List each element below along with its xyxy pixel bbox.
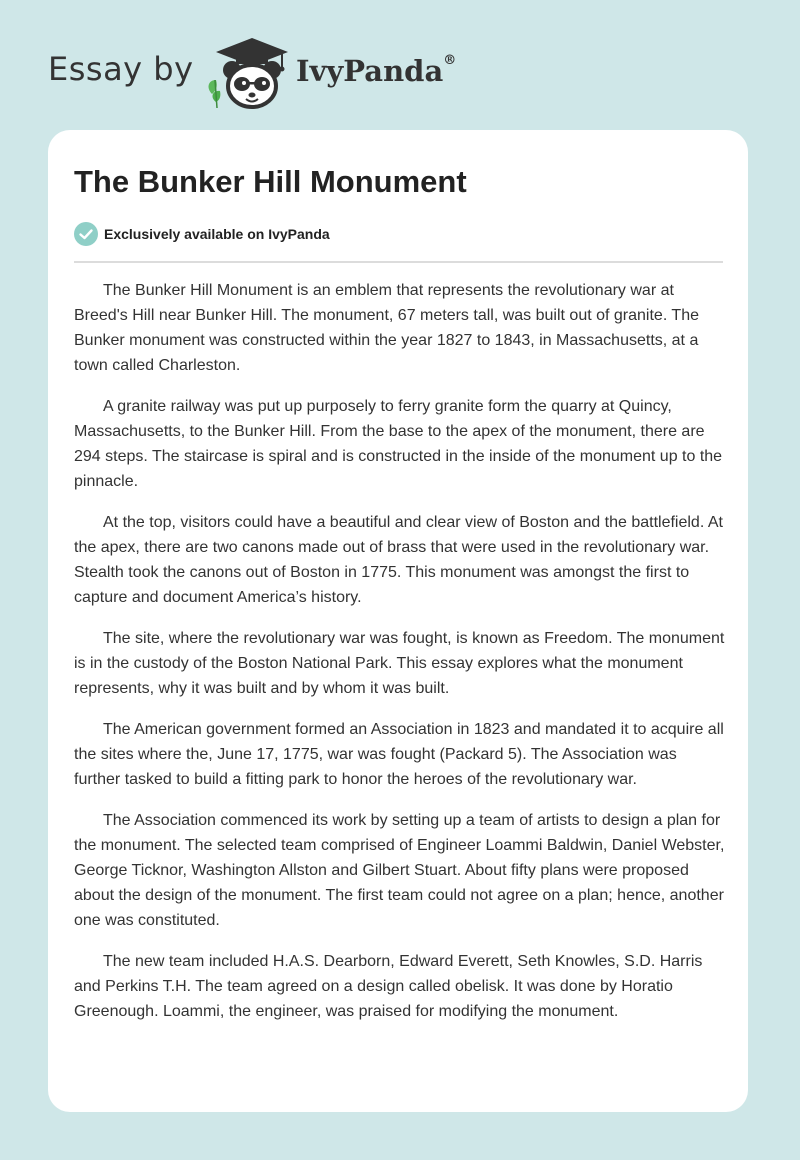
paragraph: The site, where the revolutionary war was fought, is known as Freedom. The monument is in the custody of the Boston National Park. This essay explores what the monument represents, why it was built and by whom it was built. — [74, 630, 725, 697]
registered-mark: ® — [443, 53, 457, 69]
site-header — [48, 30, 548, 110]
exclusive-badge — [74, 222, 330, 246]
brand-name-text: IvyPanda — [296, 54, 444, 88]
brand-prefix: Essay by — [48, 50, 194, 88]
brand-name[interactable] — [296, 54, 456, 88]
paragraph: The Association commenced its work by setting up a team of artists to design a plan for the monument. The selected team comprised of Engineer Loammi Baldwin, Daniel Webster, George Ticknor, Washington Allston and Gilbert Stuart. About fifty plans were proposed about the design of the monument. The first team could not agree on a plan; hence, another one was constituted. — [74, 812, 725, 929]
paragraph: A granite railway was put up purposely to ferry granite form the quarry at Quincy, Massachusetts, to the Bunker Hill. From the base to the apex of the monument, there are 294 steps. The staircase is spiral and is constructed in the inside of the monument up to the pinnacle. — [74, 398, 723, 490]
essay-card — [48, 130, 748, 1112]
page-title: The Bunker Hill Monument — [74, 164, 467, 199]
essay-body — [74, 278, 726, 1040]
paragraph: The new team included H.A.S. Dearborn, Edward Everett, Seth Knowles, S.D. Harris and Perkins T.H. The team agreed on a design called obelisk. It was done by Horatio Greenough. Loammi, the engineer, was praised for modifying the monument. — [74, 953, 703, 1020]
check-circle-icon — [74, 222, 98, 246]
panda-graduate-icon[interactable] — [202, 36, 294, 110]
paragraph: The American government formed an Association in 1823 and mandated it to acquire all the sites where the, June 17, 1775, war was fought (Packard 5). The Association was further tasked to build a fitting park to honor the heroes of the revolutionary war. — [74, 721, 724, 788]
paragraph: At the top, visitors could have a beautiful and clear view of Boston and the battlefield. At the apex, there are two canons made out of brass that were used in the revolutionary war. Stealth took the canons out of Boston in 1775. This monument was amongst the first to capture and document America’s history. — [74, 514, 723, 606]
divider — [74, 261, 723, 263]
badge-text: Exclusively available on IvyPanda — [104, 226, 330, 242]
paragraph: The Bunker Hill Monument is an emblem that represents the revolutionary war at Breed's Hill near Bunker Hill. The monument, 67 meters tall, was built out of granite. The Bunker monument was constructed within the year 1827 to 1843, in Massachusetts, at a town called Charleston. — [74, 282, 699, 374]
